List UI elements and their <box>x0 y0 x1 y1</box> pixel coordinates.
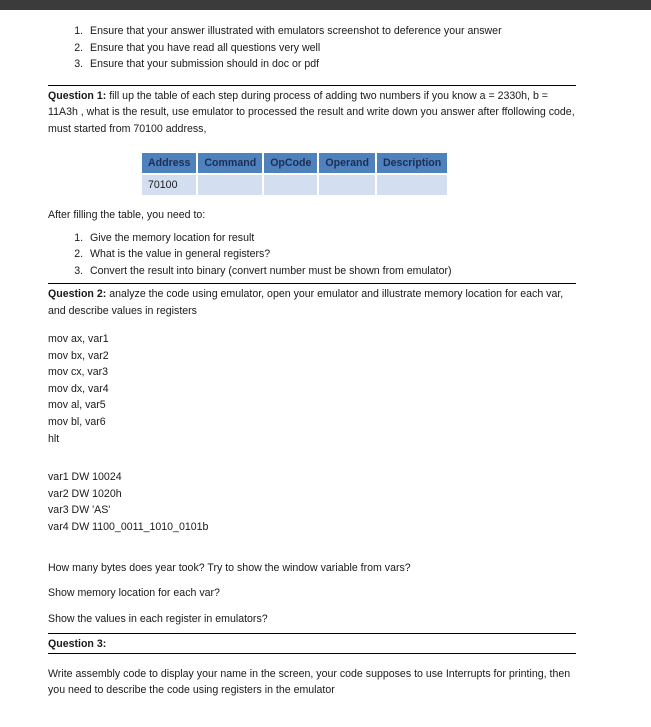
column-header-operand: Operand <box>319 153 375 173</box>
code-line: hlt <box>48 432 60 445</box>
question-2-q2: Show memory location for each var? <box>48 587 220 600</box>
question-1-body: fill up the table of each step during process of adding two numbers if you know a = 2330h, b = 11A3h , what is the result, use emulator to processed the result and write down you answer after ffollowing code, must started from 70100 address, <box>48 89 575 135</box>
top-bar <box>0 0 651 10</box>
code-line: mov bx, var2 <box>48 349 109 362</box>
steps-table <box>140 151 449 197</box>
question-1-text <box>48 86 576 138</box>
task-item: 3. Convert the result into binary (convert number must be shown from emulator) <box>86 263 576 280</box>
task-item: 1. Give the memory location for result <box>86 230 576 247</box>
question-1-tasks <box>48 230 576 280</box>
instructions-list <box>48 23 576 73</box>
var-line: var2 DW 1020h <box>48 487 122 500</box>
var-line: var1 DW 10024 <box>48 471 122 484</box>
code-line: mov al, var5 <box>48 399 106 412</box>
table-cell-description <box>377 175 447 195</box>
code-line: mov bl, var6 <box>48 415 106 428</box>
table-cell-command <box>198 175 262 195</box>
question-2-q1: How many bytes does year took? Try to show the window variable from vars? <box>48 561 411 574</box>
column-header-description: Description <box>377 153 447 173</box>
column-header-command: Command <box>198 153 262 173</box>
column-header-address: Address <box>142 153 196 173</box>
question-1-label: Question 1: <box>48 89 107 102</box>
instruction-item: 3. Ensure that your submission should in doc or pdf <box>86 56 576 73</box>
question-2-text <box>48 284 576 319</box>
instruction-item: 1. Ensure that your answer illustrated with emulators screenshot to deference your answer <box>86 23 576 40</box>
question-3-body: Write assembly code to display your name in the screen, your code supposes to use Interrupts for printing, then you need to describe the code using registers in the emulator <box>48 667 571 697</box>
table-header-row <box>142 153 447 173</box>
table-row <box>142 175 447 195</box>
document-content <box>48 23 576 699</box>
question-2-label: Question 2: <box>48 288 107 300</box>
column-header-opcode: OpCode <box>264 153 317 173</box>
table-cell-opcode <box>264 175 317 195</box>
code-line: mov dx, var4 <box>48 382 109 395</box>
table-cell-address: 70100 <box>142 175 196 195</box>
document-page <box>0 10 651 727</box>
question-3-label: Question 3: <box>48 638 107 651</box>
question-3-heading <box>48 634 576 654</box>
var-line: var3 DW 'AS' <box>48 504 111 517</box>
code-line: mov cx, var3 <box>48 366 109 379</box>
after-table-text: After filling the table, you need to: <box>48 209 206 221</box>
var-line: var4 DW 1100_0011_1010_0101b <box>48 520 209 533</box>
task-item: 2. What is the value in general registers? <box>86 246 576 263</box>
table-cell-operand <box>319 175 375 195</box>
vars-block <box>48 469 576 535</box>
question-2-q3: Show the values in each register in emulators? <box>48 612 268 625</box>
instruction-item: 2. Ensure that you have read all questions very well <box>86 40 576 57</box>
code-block <box>48 331 576 447</box>
code-line: mov ax, var1 <box>48 333 109 345</box>
question-2-body: analyze the code using emulator, open your emulator and illustrate memory location for each var, and describe values in registers <box>48 288 564 317</box>
